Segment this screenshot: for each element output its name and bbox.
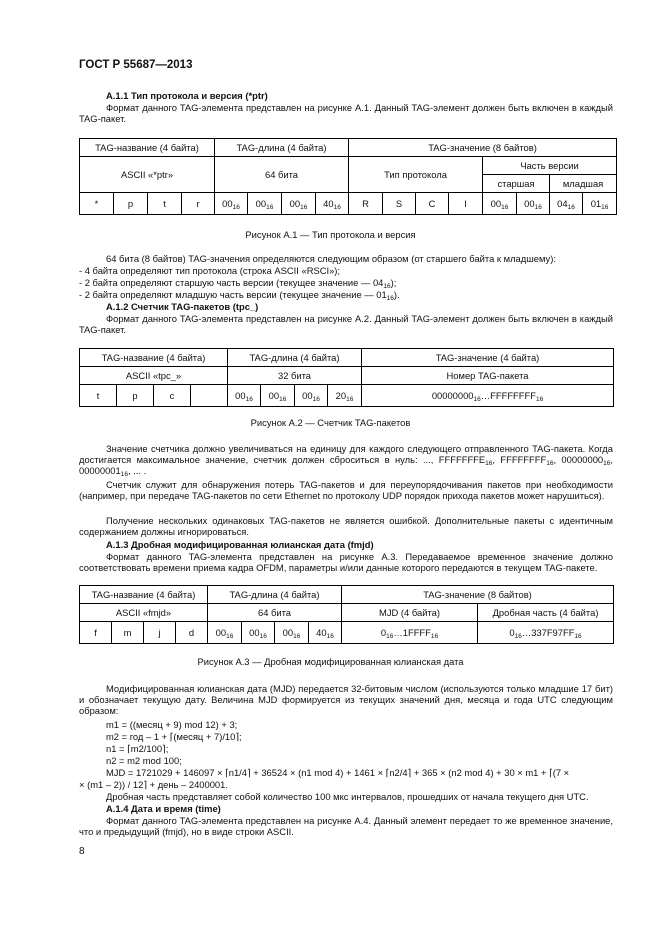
length-byte: $00_{16}$ bbox=[242, 622, 275, 644]
formula-line: n2 = m2 mod 100; bbox=[106, 755, 182, 766]
length-byte: $00_{16}$ bbox=[228, 385, 261, 407]
name-char: f bbox=[80, 622, 112, 644]
length-byte: $40_{16}$ bbox=[316, 193, 349, 215]
header-tag-value: TAG-значение (8 байтов) bbox=[349, 139, 617, 157]
name-char: t bbox=[80, 385, 117, 407]
version-major: старшая bbox=[483, 175, 550, 193]
header-tag-value: TAG-значение (4 байта) bbox=[362, 349, 614, 367]
counter-paragraph: Значение счетчика должно увеличиваться на единицу для каждого следующего отправленного TAG-пакета. Когда достигается максимальное значение, счетчик должен сброситься в нуль: ..., $FFFFFFFE_{16}$, $FFFFFFFF_{16}$, $00000000_{16}$, $00000001_{16}$, ... . bbox=[79, 443, 613, 479]
version-byte: $00_{16}$ bbox=[483, 193, 517, 215]
name-char: d bbox=[176, 622, 208, 644]
desc-line: 64 бита (8 байтов) TAG-значения определяются следующим образом (от старшего байта к младшему): bbox=[106, 253, 556, 264]
page-number: 8 bbox=[79, 846, 85, 857]
length-byte: $00_{16}$ bbox=[295, 385, 328, 407]
tag-length-bits: 32 бита bbox=[228, 367, 362, 385]
version-part: Часть версии bbox=[483, 157, 617, 175]
figure-a2-table bbox=[79, 348, 614, 407]
section-heading-a11: А.1.1 Тип протокола и версия (*ptr) bbox=[106, 90, 268, 101]
counter-purpose-paragraph: Счетчик служит для обнаружения потерь TAG-пакетов и для переупорядочивания пакетов при необходимости (например, при передаче TAG-пакетов по сети Ethernet по протоколу UDP порядок прихода пакетов может нарушиться). bbox=[79, 479, 613, 502]
tag-name-ascii: ASCII «fmjd» bbox=[80, 604, 208, 622]
length-byte: $00_{16}$ bbox=[215, 193, 248, 215]
section-intro-a11: Формат данного TAG-элемента представлен на рисунке А.1. Данный TAG-элемент должен быть включен в каждый TAG-пакет. bbox=[79, 102, 613, 125]
formula-line: × (m1 – 2)) / 12⌉ + день – 2400001. bbox=[79, 779, 228, 790]
mjd-field: MJD (4 байта) bbox=[342, 604, 478, 622]
fraction-field: Дробная часть (4 байта) bbox=[478, 604, 614, 622]
header-tag-length: TAG-длина (4 байта) bbox=[215, 139, 349, 157]
tag-length-bits: 64 бита bbox=[215, 157, 349, 193]
name-char: p bbox=[114, 193, 148, 215]
length-byte: $40_{16}$ bbox=[309, 622, 342, 644]
duplicate-packets-paragraph: Получение нескольких одинаковых TAG-пакетов не является ошибкой. Дополнительные пакеты с идентичным содержанием должны игнорироваться. bbox=[79, 515, 613, 538]
header-tag-length: TAG-длина (4 байта) bbox=[228, 349, 362, 367]
desc-line: - 4 байта определяют тип протокола (строка ASCII «RSCI»); bbox=[79, 265, 341, 276]
header-tag-name: TAG-название (4 байта) bbox=[80, 139, 215, 157]
figure-a1-table bbox=[79, 138, 617, 215]
desc-line: - 2 байта определяют младшую часть версии (текущее значение — $01_{16}$). bbox=[79, 289, 400, 302]
section-intro-a12: Формат данного TAG-элемента представлен на рисунке А.2. Данный TAG-элемент должен быть включен в каждый TAG-пакет. bbox=[79, 313, 613, 336]
section-intro-a13: Формат данного TAG-элемента представлен на рисунке А.3. Передаваемое временное значение должно соответствовать времени приема кадра OFDM, параметры и/или данные которого передаются в текущем TAG-пакете. bbox=[79, 551, 613, 574]
name-char: t bbox=[148, 193, 182, 215]
length-byte: $00_{16}$ bbox=[282, 193, 316, 215]
figure-a2-caption: Рисунок А.2 — Счетчик TAG-пакетов bbox=[250, 417, 411, 428]
tag-name-ascii: ASCII «*ptr» bbox=[80, 157, 215, 193]
header-tag-name: TAG-название (4 байта) bbox=[80, 586, 208, 604]
tag-length-bits: 64 бита bbox=[208, 604, 342, 622]
version-byte: $00_{16}$ bbox=[517, 193, 550, 215]
protocol-char: C bbox=[416, 193, 449, 215]
document-header: ГОСТ Р 55687—2013 bbox=[79, 59, 193, 71]
name-char: c bbox=[154, 385, 191, 407]
fraction-range: $0_{16}\dots 337F97FF_{16}$ bbox=[478, 622, 614, 644]
desc-line: - 2 байта определяют старшую часть версии (текущее значение — $04_{16}$); bbox=[79, 277, 397, 290]
fraction-paragraph: Дробная часть представляет собой количество 100 мкс интервалов, прошедших от начала текущего дня UTC. bbox=[106, 791, 589, 802]
length-byte: $00_{16}$ bbox=[275, 622, 309, 644]
figure-a3-caption: Рисунок А.3 — Дробная модифицированная юлианская дата bbox=[197, 656, 464, 667]
protocol-char: R bbox=[349, 193, 383, 215]
length-byte: $20_{16}$ bbox=[328, 385, 362, 407]
version-byte: $01_{16}$ bbox=[583, 193, 617, 215]
section-heading-a14: А.1.4 Дата и время (time) bbox=[106, 803, 221, 814]
packet-number-range: $00000000_{16}\dots FFFFFFFF_{16}$ bbox=[362, 385, 614, 407]
packet-number: Номер TAG-пакета bbox=[362, 367, 614, 385]
length-byte: $00_{16}$ bbox=[248, 193, 282, 215]
name-char: r bbox=[182, 193, 215, 215]
name-char: p bbox=[117, 385, 154, 407]
header-tag-length: TAG-длина (4 байта) bbox=[208, 586, 342, 604]
name-char: j bbox=[144, 622, 176, 644]
formula-line: n1 = ⌈m2/100⌉; bbox=[106, 743, 169, 754]
header-tag-value: TAG-значение (8 байтов) bbox=[342, 586, 614, 604]
version-minor: младшая bbox=[550, 175, 617, 193]
section-heading-a12: А.1.2 Счетчик TAG-пакетов (tpc_) bbox=[106, 301, 259, 312]
protocol-char: S bbox=[383, 193, 416, 215]
figure-a1-caption: Рисунок А.1 — Тип протокола и версия bbox=[245, 229, 416, 240]
mjd-paragraph: Модифицированная юлианская дата (MJD) передается 32-битовым числом (используются только младшие 17 бит) и обозначает текущую дату. Величина MJD формируется из текущих значений дня, месяца и года UTC следующим образом: bbox=[79, 683, 613, 717]
protocol-type: Тип протокола bbox=[349, 157, 483, 193]
tag-name-ascii: ASCII «tpc_» bbox=[80, 367, 228, 385]
section-intro-a14: Формат данного TAG-элемента представлен на рисунке А.4. Данный элемент передает то же временное значение, что и предыдущий (fmjd), но в виде строки ASCII. bbox=[79, 815, 613, 838]
header-tag-name: TAG-название (4 байта) bbox=[80, 349, 228, 367]
formula-line: m1 = ((месяц + 9) mod 12) + 3; bbox=[106, 719, 238, 730]
section-heading-a13: А.1.3 Дробная модифицированная юлианская дата (fmjd) bbox=[106, 539, 374, 550]
name-char: * bbox=[80, 193, 114, 215]
name-char bbox=[191, 385, 228, 407]
version-byte: $04_{16}$ bbox=[550, 193, 583, 215]
name-char: m bbox=[112, 622, 144, 644]
formula-line: MJD = 1721029 + 146097 × ⌈n1/4⌉ + 36524 × (n1 mod 4) + 1461 × ⌈n2/4⌉ + 365 × (n2 mod 4) + 30 × m1 + ⌈(7 × bbox=[106, 767, 570, 778]
formula-line: m2 = год – 1 + ⌈(месяц + 7)/10⌉; bbox=[106, 731, 242, 742]
length-byte: $00_{16}$ bbox=[208, 622, 242, 644]
figure-a3-table bbox=[79, 585, 614, 644]
protocol-char: I bbox=[449, 193, 483, 215]
length-byte: $00_{16}$ bbox=[261, 385, 295, 407]
mjd-range: $0_{16}\dots 1FFFF_{16}$ bbox=[342, 622, 478, 644]
